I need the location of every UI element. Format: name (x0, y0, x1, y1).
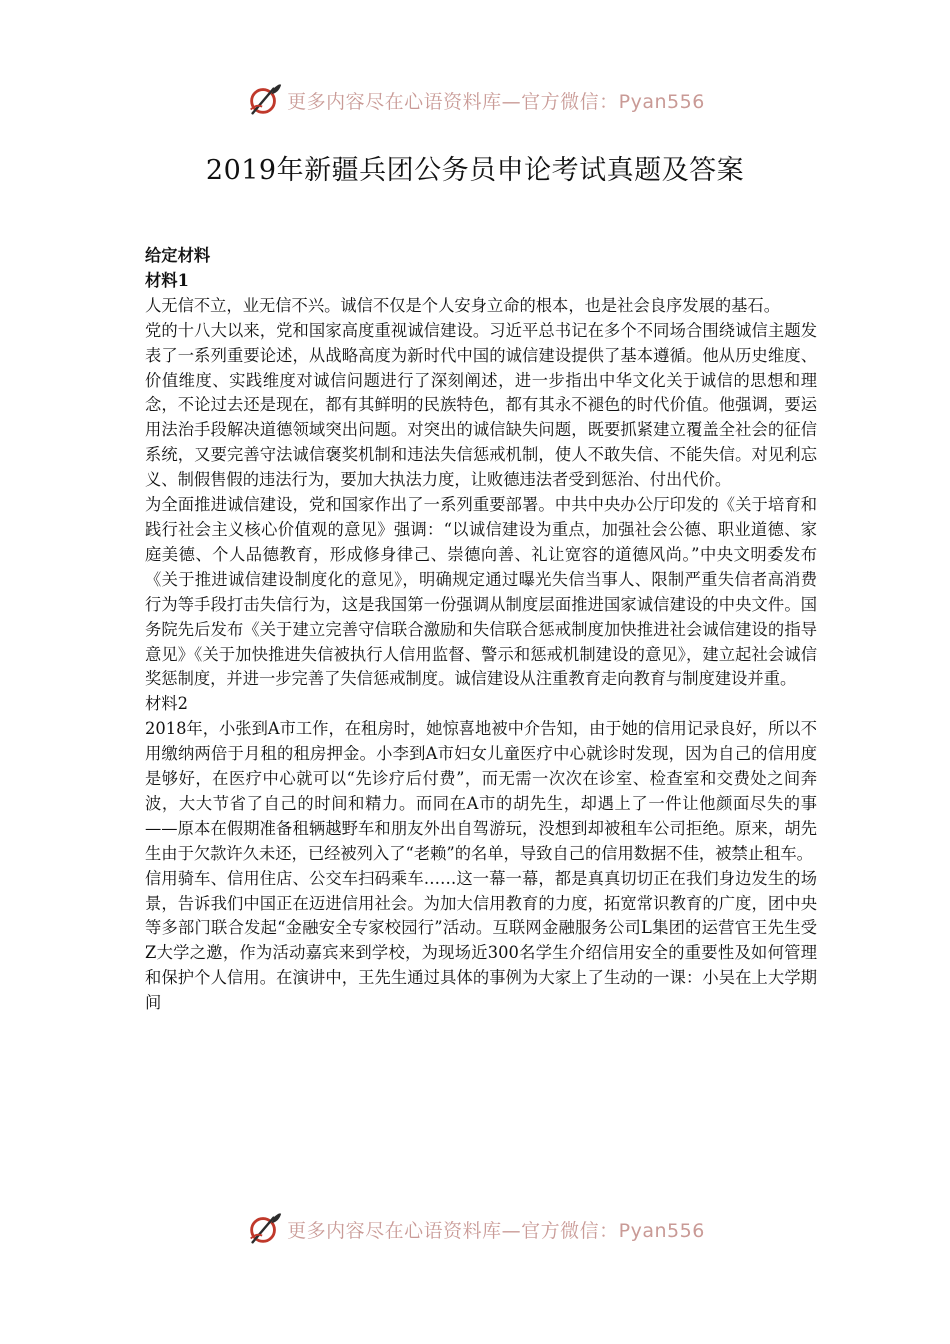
material-2-heading: 材料2 (145, 694, 188, 714)
watermark-banner-bottom (0, 1209, 950, 1249)
material-1-paragraph-1: 人无信不立，业无信不兴。诚信不仅是个人安身立命的根本，也是社会良序发展的基石。 (145, 295, 780, 315)
watermark-banner-top (0, 80, 950, 120)
material-1-paragraph-3: 为全面推进诚信建设，党和国家作出了一系列重要部署。中共中央办公厅印发的《关于培育和践行社会主义核心价值观的意见》强调：“以诚信建设为重点，加强社会公德、职业道德、家庭美德、个人品德教育，形成修身律己、崇德向善、礼让宽容的道德风尚。”中央文明委发布《关于推进诚信建设制度化的意见》，明确规定通过曝光失信当事人、限制严重失信者高消费行为等手段打击失信行为，这是我国第一份强调从制度层面推进国家诚信建设的中央文件。国务院先后发布《关于建立完善守信联合激励和失信联合惩戒制度加快推进社会诚信建设的指导意见》《关于加快推进失信被执行人信用监督、警示和惩戒机制建设的意见》，建立起社会诚信奖惩制度，并进一步完善了失信惩戒制度。诚信建设从注重教育走向教育与制度建设并重。 (145, 495, 817, 689)
watermark-text: 更多内容尽在心语资料库—官方微信：Pyan556 (287, 1219, 705, 1242)
quill-logo-icon (245, 1210, 283, 1248)
material-1-paragraph-2: 党的十八大以来，党和国家高度重视诚信建设。习近平总书记在多个不同场合围绕诚信主题发表了一系列重要论述，从战略高度为新时代中国的诚信建设提供了基本遵循。他从历史维度、价值维度、实践维度对诚信问题进行了深刻阐述，进一步指出中华文化关于诚信的思想和理念，不论过去还是现在，都有其鲜明的民族特色，都有其永不褪色的时代价值。他强调，要运用法治手段解决道德领域突出问题。对突出的诚信缺失问题，既要抓紧建立覆盖全社会的征信系统，又要完善守法诚信褒奖机制和违法失信惩戒机制，使人不敢失信、不能失信。对见利忘义、制假售假的违法行为，要加大执法力度，让败德违法者受到惩治、付出代价。 (145, 320, 817, 490)
document-title: 2019年新疆兵团公务员申论考试真题及答案 (205, 155, 745, 186)
document-body (145, 244, 817, 1016)
material-1-heading: 材料1 (145, 270, 189, 290)
quill-logo-icon (245, 81, 283, 119)
watermark-text: 更多内容尽在心语资料库—官方微信：Pyan556 (287, 90, 705, 113)
material-2-paragraph-2: 信用骑车、信用住店、公交车扫码乘车……这一幕一幕，都是真真切切正在我们身边发生的场景，告诉我们中国正在迈进信用社会。为加大信用教育的力度，拓宽常识教育的广度，团中央等多部门联合发起“金融安全专家校园行”活动。互联网金融服务公司L集团的运营官王先生受Z大学之邀，作为活动嘉宾来到学校，为现场近300名学生介绍信用安全的重要性及如何管理和保护个人信用。在演讲中，王先生通过具体的事例为大家上了生动的一课：小吴在上大学期间 (145, 868, 817, 1013)
section-heading: 给定材料 (145, 246, 211, 265)
material-2-paragraph-1: 2018年，小张到A市工作，在租房时，她惊喜地被中介告知，由于她的信用记录良好，所以不用缴纳两倍于月租的租房押金。小李到A市妇女儿童医疗中心就诊时发现，因为自己的信用度是够好，在医疗中心就可以“先诊疗后付费”，而无需一次次在诊室、检查室和交费处之间奔波，大大节省了自己的时间和精力。而同在A市的胡先生，却遇上了一件让他颜面尽失的事——原本在假期准备租辆越野车和朋友外出自驾游玩，没想到却被租车公司拒绝。原来，胡先生由于欠款许久未还，已经被列入了“老赖”的名单，导致自己的信用数据不佳，被禁止租车。 (145, 719, 817, 863)
